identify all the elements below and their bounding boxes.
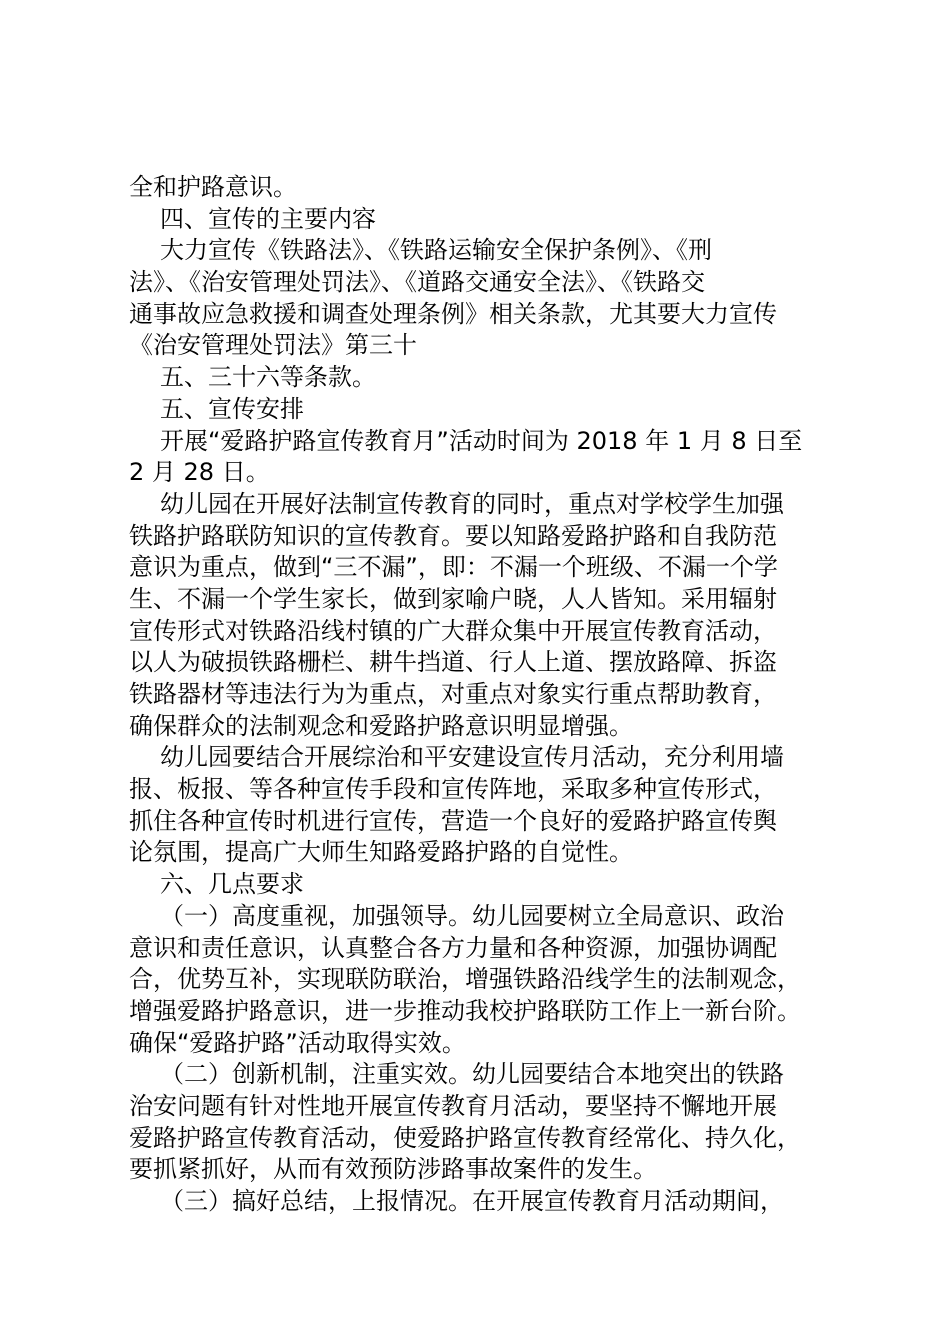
text-line: 五、宣传安排 [160,394,304,423]
text-line: 2 月 28 日。 [129,458,270,487]
text-line: 生、不漏一个学生家长，做到家喻户晓，人人皆知。采用辐射 [129,584,777,613]
text-line: 抓住各种宣传时机进行宣传，营造一个良好的爱路护路宣传舆 [129,806,777,835]
text-line: （二）创新机制，注重实效。幼儿园要结合本地突出的铁路 [160,1060,784,1089]
text-line: 合，优势互补，实现联防联治，增强铁路沿线学生的法制观念， [129,965,801,994]
text-line: 法》、《治安管理处罚法》、《道路交通安全法》、《铁路交 [129,268,705,297]
text-line: 意识和责任意识，认真整合各方力量和各种资源，加强协调配 [129,933,777,962]
text-line: 要抓紧抓好，从而有效预防涉路事故案件的发生。 [129,1155,657,1184]
text-line: 开展“爱路护路宣传教育月”活动时间为 2018 年 1 月 8 日至 [160,426,803,455]
text-line: 确保群众的法制观念和爱路护路意识明显增强。 [129,711,633,740]
text-line: 宣传形式对铁路沿线村镇的广大群众集中开展宣传教育活动， [129,616,777,645]
text-line: 六、几点要求 [160,870,304,899]
text-line: 增强爱路护路意识，进一步推动我校护路联防工作上一新台阶。 [129,996,801,1025]
document-body [129,172,829,1218]
text-line: 论氛围，提高广大师生知路爱路护路的自觉性。 [129,838,633,867]
text-line: 大力宣传《铁路法》、《铁路运输安全保护条例》、《刑 [160,236,712,265]
text-line: 铁路护路联防知识的宣传教育。要以知路爱路护路和自我防范 [129,521,777,550]
text-line: （三）搞好总结，上报情况。在开展宣传教育月活动期间， [160,1187,784,1215]
text-line: 报、板报、等各种宣传手段和宣传阵地，采取多种宣传形式， [129,775,777,804]
text-line: 通事故应急救援和调查处理条例》相关条款，尤其要大力宣传 [129,299,777,328]
text-line: 以人为破损铁路栅栏、耕牛挡道、行人上道、摆放路障、拆盗 [129,648,777,677]
text-line: 意识为重点，做到“三不漏”，即：不漏一个班级、不漏一个学 [129,553,778,582]
text-line: 爱路护路宣传教育活动，使爱路护路宣传教育经常化、持久化， [129,1123,801,1152]
text-line: 五、三十六等条款。 [160,363,376,392]
text-line: 治安问题有针对性地开展宣传教育月活动，要坚持不懈地开展 [129,1091,777,1120]
text-line: （一）高度重视，加强领导。幼儿园要树立全局意识、政治 [160,901,784,930]
text-line: 全和护路意识。 [129,173,297,201]
text-line: 四、宣传的主要内容 [160,204,376,233]
text-line: 铁路器材等违法行为为重点，对重点对象实行重点帮助教育， [129,680,777,708]
text-line: 确保“爱路护路”活动取得实效。 [129,1028,466,1057]
text-line: 幼儿园在开展好法制宣传教育的同时，重点对学校学生加强 [160,489,784,518]
text-line: 幼儿园要结合开展综治和平安建设宣传月活动，充分利用墙 [160,743,784,772]
text-line: 《治安管理处罚法》第三十 [129,331,417,360]
